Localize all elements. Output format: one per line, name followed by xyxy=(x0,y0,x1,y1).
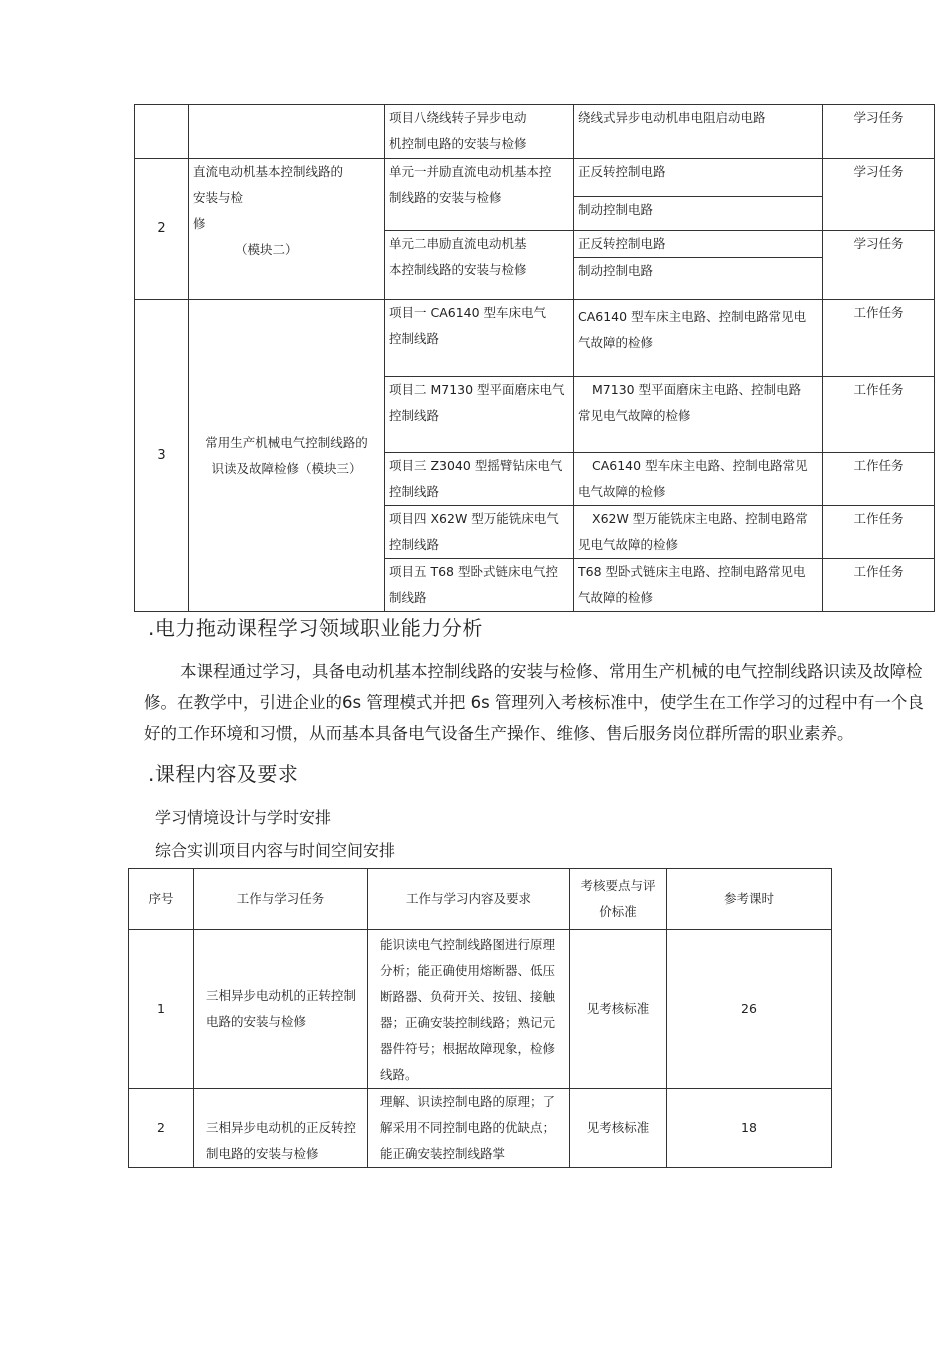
eval-cell: 见考核标准 xyxy=(570,930,667,1089)
num-cell: 2 xyxy=(135,159,189,300)
detail-line: 见电气故障的检修 xyxy=(578,537,679,552)
module-line: 识读及故障检修（模块三） xyxy=(211,460,362,476)
content-cell xyxy=(385,105,574,159)
content-line: 项目二 M7130 型平面磨床电气 xyxy=(389,382,565,397)
detail-line: 气故障的检修 xyxy=(578,590,654,605)
task-cell xyxy=(194,930,368,1089)
num-cell: 2 xyxy=(129,1089,194,1168)
table-row xyxy=(135,300,935,377)
content-cell xyxy=(368,930,570,1089)
content-line: 项目三 Z3040 型摇臂钻床电气 xyxy=(389,458,563,473)
task-cell xyxy=(194,1089,368,1168)
module-cell xyxy=(189,159,385,300)
task-line: 电路的安装与检修 xyxy=(206,1014,307,1029)
task-cell: 学习任务 xyxy=(823,159,935,231)
content-line: 解采用不同控制电路的优缺点； xyxy=(380,1120,556,1135)
task-cell: 工作任务 xyxy=(823,377,935,453)
content-line: 能识读电气控制线路图进行原理 xyxy=(380,937,556,952)
paragraph-line: 好的工作环境和习惯，从而基本具备电气设备生产操作、维修、售后服务岗位群所需的职业素养。 xyxy=(144,724,854,743)
detail-cell xyxy=(574,453,823,506)
detail-line: 制动控制电路 xyxy=(578,202,654,217)
content-line: 控制线路 xyxy=(389,331,440,346)
content-cell xyxy=(385,377,574,453)
content-line: 本控制线路的安装与检修 xyxy=(389,262,527,277)
detail-line: 制动控制电路 xyxy=(578,263,654,278)
hours-cell: 26 xyxy=(667,930,832,1089)
task-line: 三相异步电动机的正转控制 xyxy=(206,988,357,1003)
task-line: 制电路的安装与检修 xyxy=(206,1146,319,1161)
detail-cell xyxy=(574,377,823,453)
detail-line: T68 型卧式链床主电路、控制电路常见电 xyxy=(578,564,806,579)
task-cell: 学习任务 xyxy=(823,231,935,300)
content-line: 分析；能正确使用熔断器、低压 xyxy=(380,963,556,978)
content-line: 单元一并励直流电动机基本控 xyxy=(389,164,552,179)
detail-line: 正反转控制电路 xyxy=(578,164,666,179)
detail-line: M7130 型平面磨床主电路、控制电路 xyxy=(592,382,802,397)
content-cell xyxy=(368,1089,570,1168)
hours-cell: 18 xyxy=(667,1089,832,1168)
task-cell: 工作任务 xyxy=(823,300,935,377)
task-cell: 工作任务 xyxy=(823,453,935,506)
num-cell: 1 xyxy=(129,930,194,1089)
detail-cell xyxy=(574,559,823,612)
content-line: 能正确安装控制线路掌 xyxy=(380,1146,506,1161)
detail-line: 绕线式异步电动机串电阻启动电路 xyxy=(578,110,766,125)
content-line: 机控制电路的安装与检修 xyxy=(389,136,527,151)
task-cell: 学习任务 xyxy=(823,105,935,159)
content-line: 制线路 xyxy=(389,590,427,605)
header-cell: 工作与学习任务 xyxy=(194,869,368,930)
detail-line: CA6140 型车床主电路、控制电路常见 xyxy=(592,458,808,473)
content-line: 控制线路 xyxy=(389,408,440,423)
num-cell: 3 xyxy=(135,300,189,612)
module-line: 常用生产机械电气控制线路的 xyxy=(205,434,368,450)
content-line: 器；正确安装控制线路；熟记元 xyxy=(380,1015,556,1030)
content-cell xyxy=(385,453,574,506)
content-line: 器件符号；根据故障现象，检修 xyxy=(380,1041,556,1056)
paragraph-line: 修。在教学中，引进企业的6s 管理模式并把 6s 管理列入考核标准中，使学生在工作学习的过程中有一个良 xyxy=(144,693,924,712)
eval-cell: 见考核标准 xyxy=(570,1089,667,1168)
header-cell: 工作与学习内容及要求 xyxy=(368,869,570,930)
subheading: 综合实训项目内容与时间空间安排 xyxy=(155,841,396,860)
content-cell xyxy=(385,559,574,612)
task-cell: 工作任务 xyxy=(823,559,935,612)
content-line: 理解、识读控制电路的原理；了 xyxy=(380,1094,556,1109)
detail-cell xyxy=(574,506,823,559)
detail-line: 正反转控制电路 xyxy=(578,236,666,251)
content-line: 项目一 CA6140 型车床电气 xyxy=(389,305,547,320)
detail-line: 电气故障的检修 xyxy=(578,484,666,499)
content-line: 项目五 T68 型卧式链床电气控 xyxy=(389,564,558,579)
content-line: 断路器、负荷开关、按钮、接触 xyxy=(380,989,556,1004)
header-line: 价标准 xyxy=(599,904,637,919)
detail-cell xyxy=(574,197,823,231)
content-line: 项目八绕线转子异步电动 xyxy=(389,110,527,125)
header-cell: 序号 xyxy=(129,869,194,930)
paragraph-line: 本课程通过学习，具备电动机基本控制线路的安装与检修、常用生产机械的电气控制线路识读及故障检 xyxy=(180,662,923,681)
content-line: 制线路的安装与检修 xyxy=(389,190,502,205)
module-cell xyxy=(189,300,385,612)
table-row xyxy=(129,1089,832,1168)
detail-cell xyxy=(574,105,823,159)
module-cell xyxy=(189,105,385,159)
content-cell xyxy=(385,506,574,559)
body-paragraph xyxy=(144,656,940,749)
content-line: 单元二串励直流电动机基 xyxy=(389,236,527,251)
subheading: 学习情境设计与学时安排 xyxy=(155,808,332,827)
section-heading: .课程内容及要求 xyxy=(148,762,299,786)
content-line: 项目四 X62W 型万能铣床电气 xyxy=(389,511,559,526)
module-line: （模块二） xyxy=(235,242,298,257)
header-line: 考核要点与评 xyxy=(580,878,656,893)
content-line: 线路。 xyxy=(380,1067,418,1082)
detail-cell xyxy=(574,258,823,300)
num-cell xyxy=(135,105,189,159)
course-structure-table xyxy=(134,104,935,612)
content-line: 控制线路 xyxy=(389,484,440,499)
content-cell xyxy=(385,231,574,300)
detail-line: CA6140 型车床主电路、控制电路常见电 xyxy=(578,309,807,324)
section-heading: .电力拖动课程学习领域职业能力分析 xyxy=(148,616,483,640)
header-cell xyxy=(570,869,667,930)
module-line: 安装与检 xyxy=(193,190,244,205)
detail-cell xyxy=(574,300,823,377)
content-cell xyxy=(385,159,574,231)
task-cell: 工作任务 xyxy=(823,506,935,559)
detail-line: 气故障的检修 xyxy=(578,335,654,350)
table-row xyxy=(129,930,832,1089)
training-project-table xyxy=(128,868,832,1168)
table-header-row xyxy=(129,869,832,930)
detail-cell xyxy=(574,231,823,258)
content-line: 控制线路 xyxy=(389,537,440,552)
module-line: 直流电动机基本控制线路的 xyxy=(193,164,344,179)
detail-line: 常见电气故障的检修 xyxy=(578,408,691,423)
task-line: 三相异步电动机的正反转控 xyxy=(206,1120,357,1135)
module-line: 修 xyxy=(193,216,206,231)
table-row xyxy=(135,105,935,159)
content-cell xyxy=(385,300,574,377)
table-row xyxy=(135,159,935,197)
detail-line: X62W 型万能铣床主电路、控制电路常 xyxy=(592,511,808,526)
detail-cell xyxy=(574,159,823,197)
header-cell: 参考课时 xyxy=(667,869,832,930)
